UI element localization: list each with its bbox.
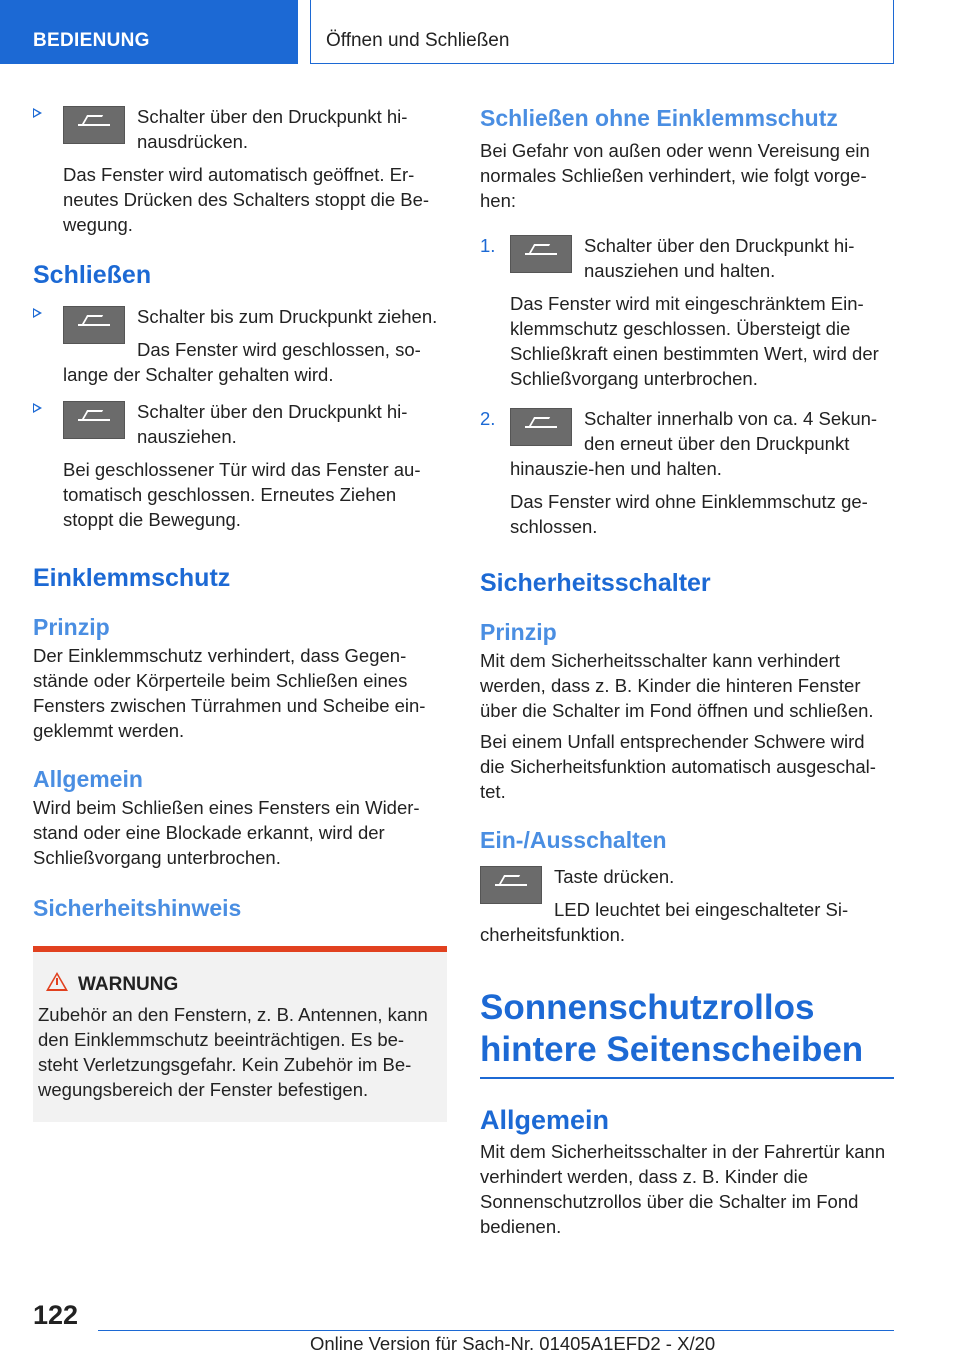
list-item xyxy=(33,399,447,532)
step-subtext: Das Fenster wird ohne Einklemmschutz ge-schlossen. xyxy=(510,491,868,537)
page-number: 122 xyxy=(33,1300,79,1330)
heading-prinzip-right: Prinzip xyxy=(480,619,557,645)
window-switch-icon xyxy=(63,306,125,344)
item-text: Schalter über den Druckpunkt hi-nausziehen. xyxy=(137,401,408,447)
heading-ein-aus: Ein-/Ausschalten xyxy=(480,827,667,853)
step-item xyxy=(480,406,894,539)
prinzip-text: Der Einklemmschutz verhindert, dass Gegen-stände oder Körperteile beim Schließen eines Fensters zwischen Türrahmen und Scheibe ein-geklemmt werden. xyxy=(33,645,426,741)
allgemein-text-right: Mit dem Sicherheitsschalter in der Fahrertür kann verhindert werden, dass z. B. Kinder die Sonnenschutzrollos über die Schalter im Fond bedienen. xyxy=(480,1141,886,1237)
heading-schliessen-ohne: Schließen ohne Einklemmschutz xyxy=(480,105,838,131)
window-switch-icon xyxy=(63,401,125,439)
item-subtext: Bei geschlossener Tür wird das Fenster au-tomatisch geschlossen. Erneutes Ziehen stoppt die Bewegung. xyxy=(63,459,421,530)
step-number: 1. xyxy=(480,235,496,256)
window-switch-icon xyxy=(510,235,572,273)
step-item xyxy=(480,233,894,391)
step-text: Schalter innerhalb von ca. 4 Sekun-den erneut über den Druckpunkt hinauszie-hen und halten. xyxy=(510,408,878,479)
step-number: 2. xyxy=(480,408,496,429)
heading-allgemein: Allgemein xyxy=(33,766,143,792)
heading-sicherheitshinweis: Sicherheitshinweis xyxy=(33,895,242,921)
ein-aus-subtext: LED leuchtet bei eingeschalteter Si-cherheitsfunktion. xyxy=(480,899,849,945)
right-column xyxy=(480,104,894,1239)
warning-label: WARNUNG xyxy=(78,974,179,995)
safety-switch-icon xyxy=(480,866,542,904)
heading-schliessen: Schließen xyxy=(33,261,152,289)
item-subtext: Das Fenster wird geschlossen, so-lange der Schalter gehalten wird. xyxy=(63,339,421,385)
header-section-tab xyxy=(0,0,298,64)
warning-text: Zubehör an den Fenstern, z. B. Antennen, kann den Einklemmschutz beeinträchtigen. Es be-steht Verletzungsgefahr. Kein Zubehör im Be-wegungsbereich der Fenster befestigen. xyxy=(38,1004,428,1100)
heading-allgemein-right: Allgemein xyxy=(480,1105,610,1135)
step-text: Schalter über den Druckpunkt hi-nausziehen und halten. xyxy=(584,235,855,281)
heading-sicherheitsschalter: Sicherheitsschalter xyxy=(480,569,711,597)
header-section-label: BEDIENUNG xyxy=(33,30,150,51)
header-chapter-label: Öffnen und Schließen xyxy=(326,30,510,51)
step-subtext: Das Fenster wird mit eingeschränktem Ein-klemmschutz geschlossen. Übersteigt die Schließkraft einen bestimmten Wert, wird der Schließvorgang unterbrochen. xyxy=(510,293,879,389)
left-column xyxy=(33,104,447,1122)
item-text: Schalter bis zum Druckpunkt ziehen. xyxy=(137,306,438,327)
list-item xyxy=(33,104,447,237)
window-switch-icon xyxy=(510,408,572,446)
triangle-bullet-icon xyxy=(33,308,42,318)
warning-title xyxy=(38,974,439,996)
warning-triangle-icon xyxy=(46,972,68,991)
ein-aus-block xyxy=(480,864,894,947)
footer-text: Online Version für Sach-Nr. 01405A1EFD2 - X/20 xyxy=(310,1333,716,1354)
ohne-text: Bei Gefahr von außen oder wenn Vereisung ein normales Schließen verhindert, wie folgt vorge-hen: xyxy=(480,140,870,211)
triangle-bullet-icon xyxy=(33,403,42,413)
heading-einklemmschutz: Einklemmschutz xyxy=(33,564,231,592)
prinzip-text-right-2: Bei einem Unfall entsprechender Schwere wird die Sicherheitsfunktion automatisch ausgeschal-tet. xyxy=(480,731,876,802)
header-chapter xyxy=(310,0,894,64)
prinzip-text-right: Mit dem Sicherheitsschalter kann verhindert werden, dass z. B. Kinder die hinteren Fenster über die Schalter im Fond öffnen und schließen. xyxy=(480,650,874,721)
item-subtext: Das Fenster wird automatisch geöffnet. Er-neutes Drücken des Schalters stoppt die Be-wegung. xyxy=(63,164,430,235)
heading-sonnenschutzrollos: Sonnenschutzrollos hintere Seitenscheiben xyxy=(480,988,864,1069)
warning-box xyxy=(33,946,447,1122)
item-text: Schalter über den Druckpunkt hi-nausdrücken. xyxy=(137,106,408,152)
heading-prinzip: Prinzip xyxy=(33,614,110,640)
footer-rule xyxy=(98,1330,894,1331)
triangle-bullet-icon xyxy=(33,108,42,118)
window-switch-icon xyxy=(63,106,125,144)
ein-aus-text: Taste drücken. xyxy=(554,866,675,887)
list-item xyxy=(33,304,447,387)
allgemein-text: Wird beim Schließen eines Fensters ein Wider-stand oder eine Blockade erkannt, wird der Schließvorgang unterbrochen. xyxy=(33,797,420,868)
